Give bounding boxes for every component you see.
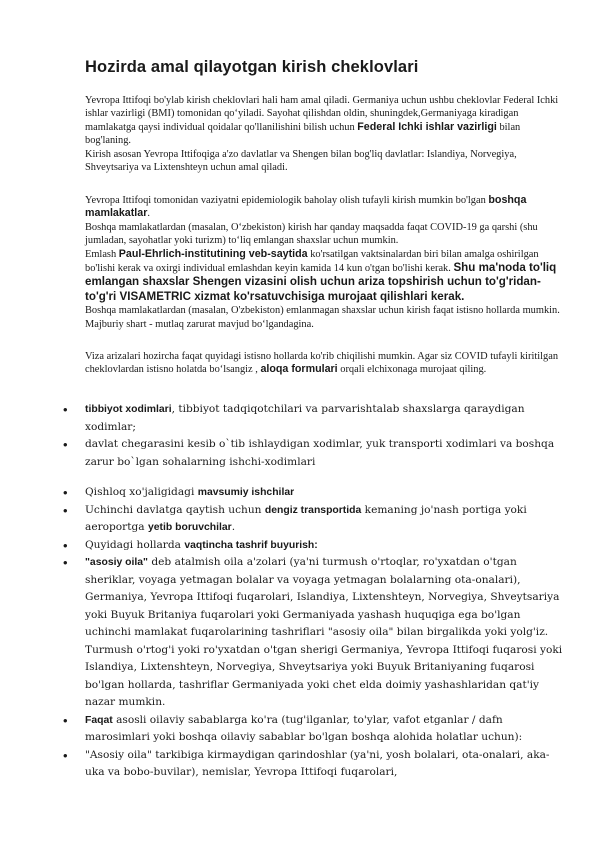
exception-list — [0, 401, 596, 782]
bullet-icon: • — [63, 555, 68, 570]
visametric-notice: Shu ma'noda to'liq emlangan shaxslar Shengen vizasini olish uchun ariza topshirish uchun to'g'ridan-to'g'ri VISAMETRIC xizmat ko'rsatuvchisiga murojaat qilishlari kerak. — [85, 261, 557, 303]
paragraph-other-countries: Yevropa Ittifoqi tomonidan vaziyatni epidemiologik baholay olish tufayli kirish mumkin bo'lgan boshqa mamlakatlar. Boshqa mamlakatlardan (masalan, O‘zbekiston) kirish har qanday maqsadda faqat COVID-19 ga qarshi (shu jumladan, sayohatlar yoki turizm) to‘liq emlangan shaxslar uchun mumkin. Emlash Paul-Ehrlich-institutining veb-saytida ko'rsatilgan vaktsinalardan biri bilan amalga oshirilgan bo'lishi kerak va oxirgi individual emlashdan keyin kamida 14 kun o'tgan bo'lishi kerak. Shu ma'noda to'liq emlangan shaxslar Shengen vizasini olish uchun ariza topshirish uchun to'g'ridan-to'g'ri VISAMETRIC xizmat ko'rsatuvchisiga murojaat qilishlari kerak. Boshqa mamlakatlardan (masalan, O'zbekiston) emlanmagan shaxslar uchun kirish faqat istisno hollarda mumkin. Majburiy shart - mutlaq zarurat mavjud bo‘lgandagina. — [85, 194, 560, 330]
page-title: Hozirda amal qilayotgan kirish cheklovlari — [85, 58, 419, 76]
list-item: • "Asosiy oila" tarkibiga kirmaydigan qarindoshlar (ya'ni, yosh bolalari, ota-onalari, aka-uka va bobo-buvilar), nemislar, Yevropa Ittifoqi fuqarolari, — [63, 747, 550, 778]
bullet-icon: • — [63, 502, 68, 518]
list-item: • tibbiyot xodimlari, tibbiyot tadqiqotchilari va parvarishtalab shaxslarga qaraydigan xodimlar; — [63, 402, 525, 433]
bullet-icon: • — [63, 437, 68, 452]
bullet-icon: • — [63, 747, 68, 763]
list-item: • "asosiy oila" deb atalmish oila a'zolari (ya'ni turmush o'rtoqlar, ro'yxatdan o'tgan sheriklar, voyaga yetmagan bolalar va voyaga yetmagan bolalarning ota-onalari), Germaniya, Yevropa Ittifoqi fuqarolari, Islandiya, Lixtenshteyn, Norvegiya, Shveytsariya yoki Buyuk Britaniya fuqarolari yoki Germaniyada yashash huquqiga ega bo'lgan uchinchi mamlakat fuqarolarining tashriflari "asosiy oila" bilan birgalikda yoki yolg'iz. Turmush o'rtog'i yoki ro'yxatdan o'tgan sherigi Germaniya, Yevropa Ittifoqi fuqarosi yoki Islandiya, Lixtenshteyn, Norvegiya, Shveytsariya yoki Buyuk Britaniyaning fuqarosi bo'lgan hollarda, tashriflar Germaniyada yoki chet elda doimiy yashashlaridan qat'iy nazar mumkin. — [63, 555, 563, 708]
bullet-icon: • — [63, 537, 68, 553]
bullet-icon: • — [63, 402, 68, 417]
link-other-countries[interactable]: boshqa mamlakatlar — [85, 194, 527, 220]
paragraph-entry-restrictions: Yevropa Ittifoqi bo'ylab kirish cheklovlari hali ham amal qiladi. Germaniya uchun ushbu cheklovlar Federal Ichki ishlar vazirligi (BMI) tomonidan qo‘yiladi. Sayohat qilishdan oldin, shuningdek,Germaniyaga kiradigan mamlakatga qaysi individual qoidalar qo'llanilishini bilish uchun Federal Ichki ishlar vazirligi bilan bog'laning. Kirish asosan Yevropa Ittifoqiga a'zo davlatlar va Shengen bilan bog'liq davlatlar: Islandiya, Norvegiya, Shveytsariya va Lixtenshteyn uchun amal qiladi. — [85, 95, 559, 174]
list-item: • Quyidagi hollarda vaqtincha tashrif buyurish: — [63, 537, 318, 553]
list-item: • Uchinchi davlatga qaytish uchun dengiz transportida kemaning jo'nash portiga yoki aeroportga yetib boruvchilar. — [63, 502, 527, 533]
list-item: • Faqat asosli oilaviy sabablarga ko'ra (tug'ilganlar, to'ylar, vafot etganlar / dafn marosimlari yoki boshqa oilaviy sabablar bo'lgan boshqa alohida holatlar uchun): — [63, 712, 523, 743]
list-item: • davlat chegarasini kesib o`tib ishlaydigan xodimlar, yuk transporti xodimlari va boshqa zarur bo`lgan sohalarning ishchi-xodimlari — [63, 437, 555, 468]
bullet-icon: • — [63, 712, 68, 728]
link-paul-ehrlich-institute[interactable]: Paul-Ehrlich-institutining veb-saytida — [118, 247, 308, 260]
link-contact-form[interactable]: aloqa formulari — [260, 363, 338, 376]
bullet-icon: • — [63, 485, 68, 500]
link-federal-interior-ministry[interactable]: Federal Ichki ishlar vazirligi — [357, 120, 497, 133]
list-item: • Qishloq xo'jaligidagi mavsumiy ishchilar — [63, 485, 295, 500]
paragraph-visa-applications: Viza arizalari hozircha faqat quyidagi istisno hollarda ko'rib chiqilishi mumkin. Agar siz COVID tufayli kiritilgan cheklovlardan istisno holatda bo‘lsangiz , aloqa formulari orqali elchixonaga murojaat qiling. — [85, 351, 559, 376]
